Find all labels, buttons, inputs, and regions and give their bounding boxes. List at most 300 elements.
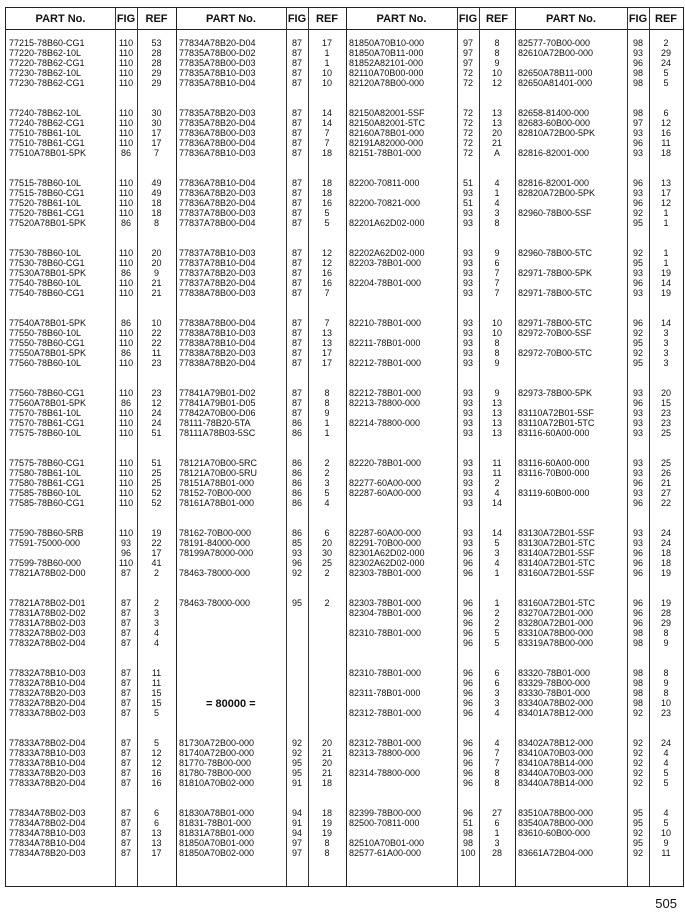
part-number: 83610-60B00-000 (518, 828, 591, 838)
ref-number: 13 (151, 838, 162, 848)
ref-number: 19 (321, 828, 332, 838)
fig-number: 87 (120, 608, 131, 618)
table-row (6, 418, 683, 428)
part-number: 82287-60A00-000 (349, 528, 422, 538)
row-group (6, 668, 683, 718)
part-number: 77834A78B20-D04 (179, 38, 256, 48)
fig-number: 96 (632, 398, 643, 408)
fig-number: 110 (118, 458, 134, 468)
part-number: 82312-78B01-000 (349, 738, 422, 748)
part-number: 82212-78B01-000 (349, 358, 422, 368)
fig-number: 92 (632, 328, 643, 338)
part-number: 82312-78B01-000 (349, 708, 422, 718)
fig-number: 98 (632, 38, 643, 48)
ref-number: 23 (660, 708, 671, 718)
part-number: 81830A78B01-000 (179, 808, 255, 818)
part-number: 82201A62D02-000 (349, 218, 425, 228)
fig-number: 86 (120, 148, 131, 158)
ref-number: 23 (660, 408, 671, 418)
part-number: 82510A70B01-000 (349, 838, 425, 848)
ref-number: 1 (663, 218, 669, 228)
fig-number: 87 (291, 38, 302, 48)
ref-number: 7 (324, 138, 330, 148)
part-number: 82191A82000-000 (349, 138, 424, 148)
fig-number: 87 (120, 668, 131, 678)
part-number: 83130A72B01-5SF (518, 528, 595, 538)
ref-number: 13 (491, 408, 502, 418)
fig-number: 91 (291, 818, 302, 828)
fig-number: 110 (118, 498, 134, 508)
ref-number: 4 (494, 178, 500, 188)
part-number: 83140A72B01-5SF (518, 548, 595, 558)
part-number: 82200-70811-000 (349, 178, 420, 188)
ref-number: 24 (151, 418, 162, 428)
fig-number: 93 (632, 458, 643, 468)
ref-number: 5 (153, 708, 159, 718)
fig-number: 87 (291, 358, 302, 368)
part-number: 82810A72B00-5PK (518, 128, 596, 138)
fig-number: 93 (462, 258, 473, 268)
ref-number: 19 (660, 268, 671, 278)
ref-number: 22 (151, 338, 162, 348)
part-number: 82650A78B11-000 (518, 68, 593, 78)
table-row (6, 38, 683, 48)
table-row (6, 708, 683, 718)
ref-number: 52 (151, 488, 162, 498)
ref-number: 19 (151, 528, 162, 538)
ref-number: 9 (663, 678, 669, 688)
row-group (6, 388, 683, 438)
ref-number: 21 (660, 478, 671, 488)
ref-number: 13 (660, 178, 671, 188)
table-row (6, 638, 683, 648)
part-number: 82960-78B00-5SF (518, 208, 592, 218)
fig-number: 98 (632, 78, 643, 88)
table-row (6, 568, 683, 578)
ref-number: 25 (151, 478, 162, 488)
part-number: 77560A78B01-5PK (9, 398, 87, 408)
fig-number: 110 (118, 208, 134, 218)
ref-number: 10 (151, 318, 162, 328)
part-number: 78121A70B00-5RU (179, 468, 258, 478)
fig-number: 110 (118, 118, 134, 128)
fig-number: 98 (632, 68, 643, 78)
part-number: 77836A78B10-D03 (179, 148, 256, 158)
part-number: 77837A78B20-D03 (179, 268, 256, 278)
ref-number: 24 (660, 538, 671, 548)
fig-number: 87 (120, 848, 131, 858)
fig-number: 92 (632, 248, 643, 258)
table-row (6, 628, 683, 638)
ref-number: 3 (153, 618, 159, 628)
fig-number: 87 (120, 618, 131, 628)
table-row (6, 48, 683, 58)
ref-number: 21 (491, 138, 502, 148)
ref-number: 5 (663, 68, 669, 78)
fig-number: 86 (291, 458, 302, 468)
part-number: 77841A79B01-D05 (179, 398, 256, 408)
ref-number: 3 (494, 548, 500, 558)
ref-number: 28 (491, 848, 502, 858)
fig-number: 93 (462, 218, 473, 228)
fig-number: 93 (462, 188, 473, 198)
ref-number: 11 (151, 668, 162, 678)
fig-number: 94 (291, 808, 302, 818)
fig-number: 96 (462, 688, 473, 698)
fig-number: 86 (291, 418, 302, 428)
part-number: 77834A78B10-D03 (9, 828, 86, 838)
ref-number: 18 (660, 148, 671, 158)
ref-number: 3 (663, 358, 669, 368)
part-number: 82820A72B00-5PK (518, 188, 596, 198)
fig-number: 93 (632, 408, 643, 418)
fig-number: 97 (462, 58, 473, 68)
part-number: 77510-78B61-10L (9, 128, 82, 138)
fig-number: 98 (632, 668, 643, 678)
part-number: 83140A72B01-5TC (518, 558, 596, 568)
ref-number: 3 (663, 348, 669, 358)
fig-number: 98 (632, 698, 643, 708)
part-number: 77831A78B02-D02 (9, 608, 86, 618)
table-row (6, 328, 683, 338)
part-number: 78161A78B01-000 (179, 498, 255, 508)
header-ref: REF (137, 8, 176, 30)
ref-number: 22 (151, 328, 162, 338)
fig-number: 96 (632, 548, 643, 558)
part-number: 77832A78B10-D04 (9, 678, 86, 688)
part-number: 82302A62D02-000 (349, 558, 425, 568)
fig-number: 93 (462, 388, 473, 398)
fig-number: 93 (632, 388, 643, 398)
fig-number: 72 (462, 108, 473, 118)
table-row (6, 208, 683, 218)
part-number: 82213-78800-000 (349, 398, 421, 408)
ref-number: 11 (492, 458, 502, 468)
ref-number: 13 (491, 418, 502, 428)
header-fig: FIG (115, 8, 137, 30)
ref-number: 7 (494, 758, 500, 768)
ref-number: 8 (324, 848, 330, 858)
ref-number: 17 (660, 188, 671, 198)
part-number: 78121A70B00-5RC (179, 458, 258, 468)
ref-number: 3 (324, 478, 330, 488)
fig-number: 93 (632, 528, 643, 538)
fig-number: 96 (462, 698, 473, 708)
fig-number: 93 (462, 288, 473, 298)
part-number: 83319A78B00-000 (518, 638, 594, 648)
ref-number: 8 (663, 688, 669, 698)
ref-number: 52 (151, 498, 162, 508)
part-number: 77230-78B62-CG1 (9, 78, 85, 88)
fig-number: 97 (462, 38, 473, 48)
ref-number: 24 (660, 738, 671, 748)
part-number: 77575-78B60-CG1 (9, 458, 85, 468)
part-number: 77515-78B60-10L (9, 178, 82, 188)
ref-number: 20 (491, 128, 502, 138)
part-number: 77835A78B20-D03 (179, 108, 256, 118)
fig-number: 98 (632, 108, 643, 118)
part-number: 82204-78B01-000 (349, 278, 422, 288)
fig-number: 95 (291, 768, 302, 778)
ref-number: 25 (321, 558, 332, 568)
part-number: 83116-60A00-000 (518, 458, 590, 468)
ref-number: 24 (660, 58, 671, 68)
table-row (6, 188, 683, 198)
fig-number: 87 (291, 258, 302, 268)
table-row (6, 558, 683, 568)
table-row (6, 618, 683, 628)
part-number: 77550-78B60-10L (9, 328, 82, 338)
ref-number: 25 (660, 458, 671, 468)
fig-number: 98 (632, 628, 643, 638)
table-row (6, 148, 683, 158)
fig-number: 87 (291, 58, 302, 68)
fig-number: 92 (632, 708, 643, 718)
ref-number: 3 (153, 608, 159, 618)
fig-number: 96 (462, 628, 473, 638)
ref-number: 23 (151, 388, 162, 398)
table-row (6, 688, 683, 698)
part-number: 77833A78B02-D03 (9, 708, 86, 718)
ref-number: 14 (321, 108, 332, 118)
part-number: 77230-78B62-10L (9, 68, 82, 78)
part-number: 77832A78B20-D03 (9, 688, 86, 698)
fig-number: 87 (120, 808, 131, 818)
part-number: 81730A72B00-000 (179, 738, 255, 748)
table-row (6, 848, 683, 858)
ref-number: 8 (494, 778, 500, 788)
ref-number: 7 (324, 318, 330, 328)
fig-number: 87 (120, 638, 131, 648)
part-number: 82120A78B00-000 (349, 78, 425, 88)
fig-number: 96 (462, 558, 473, 568)
ref-number: 4 (494, 558, 500, 568)
ref-number: 12 (151, 748, 162, 758)
table-row (6, 498, 683, 508)
part-number: 77838A78B10-D04 (179, 338, 256, 348)
fig-number: 87 (291, 328, 302, 338)
fig-number: 87 (291, 248, 302, 258)
ref-number: 1 (494, 188, 500, 198)
part-number: 82971-78B00-5TC (518, 318, 593, 328)
ref-number: 9 (494, 248, 500, 258)
fig-number: 92 (632, 768, 643, 778)
ref-number: 5 (663, 78, 669, 88)
ref-number: 24 (151, 408, 162, 418)
fig-number: 97 (291, 848, 302, 858)
part-number: 82202A62D02-000 (349, 248, 425, 258)
fig-number: 96 (462, 758, 473, 768)
ref-number: 12 (660, 118, 671, 128)
part-number: 82972-70B00-5SF (518, 328, 592, 338)
part-number: 77835A78B10-D04 (179, 78, 256, 88)
fig-number: 93 (462, 528, 473, 538)
ref-number: 51 (151, 428, 162, 438)
header-fig: FIG (286, 8, 308, 30)
part-number: 77841A79B01-D02 (179, 388, 256, 398)
fig-number: 96 (632, 178, 643, 188)
header-part-no: PART No. (6, 8, 115, 30)
ref-number: 20 (151, 248, 162, 258)
fig-number: 87 (291, 198, 302, 208)
table-row (6, 338, 683, 348)
part-number: 77837A78B10-D03 (179, 248, 256, 258)
part-number: 82303-78B01-000 (349, 568, 422, 578)
fig-number: 98 (462, 828, 473, 838)
ref-number: 4 (494, 738, 500, 748)
ref-number: 18 (660, 548, 671, 558)
fig-number: 98 (462, 838, 473, 848)
part-number: 77530-78B60-CG1 (9, 258, 85, 268)
part-number: 77590-78B60-5RB (9, 528, 84, 538)
ref-number: 1 (324, 418, 330, 428)
part-number: 77530-78B60-10L (9, 248, 82, 258)
fig-number: 110 (118, 528, 134, 538)
fig-number: 93 (462, 428, 473, 438)
part-number: 82277-60A00-000 (349, 478, 422, 488)
fig-number: 96 (632, 278, 643, 288)
fig-number: 72 (462, 118, 473, 128)
ref-number: 41 (151, 558, 162, 568)
table-row (6, 698, 683, 708)
part-number: 83340A78B02-000 (518, 698, 594, 708)
part-number: 82971-78B00-5PK (518, 268, 593, 278)
ref-number: 25 (151, 468, 162, 478)
ref-number: 4 (324, 498, 330, 508)
part-number: 77832A78B10-D03 (9, 668, 86, 678)
part-number: 78111A78B03-5SC (179, 428, 256, 438)
table-row (6, 138, 683, 148)
fig-number: 93 (632, 538, 643, 548)
fig-number: 95 (632, 818, 643, 828)
ref-number: 11 (492, 468, 502, 478)
fig-number: 93 (462, 338, 473, 348)
ref-number: 1 (494, 828, 500, 838)
ref-number: 14 (491, 498, 502, 508)
part-number: 83280A72B01-000 (518, 618, 594, 628)
fig-number: 96 (462, 678, 473, 688)
ref-number: 11 (151, 678, 162, 688)
fig-number: 87 (291, 388, 302, 398)
fig-number: 86 (120, 218, 131, 228)
ref-number: 3 (494, 698, 500, 708)
fig-number: 51 (462, 818, 473, 828)
part-number: 77580-78B61-CG1 (9, 478, 85, 488)
table-row (6, 838, 683, 848)
table-row (6, 408, 683, 418)
ref-number: 8 (494, 348, 500, 358)
fig-number: 92 (632, 738, 643, 748)
fig-number: 87 (291, 268, 302, 278)
part-number: 81810A70B02-000 (179, 778, 255, 788)
fig-number: 96 (632, 138, 643, 148)
fig-number: 96 (462, 668, 473, 678)
part-number: 78463-78000-000 (179, 568, 251, 578)
part-number: 77560-78B60-CG1 (9, 388, 85, 398)
part-number: 77540-78B60-CG1 (9, 288, 85, 298)
fig-number: 93 (462, 538, 473, 548)
part-number: 82301A62D02-000 (349, 548, 425, 558)
ref-number: 6 (494, 258, 500, 268)
table-row (6, 528, 683, 538)
ref-number: 16 (660, 128, 671, 138)
part-number: 83116-60A00-000 (518, 428, 590, 438)
ref-number: 3 (494, 838, 500, 848)
row-group (6, 458, 683, 508)
fig-number: 96 (632, 618, 643, 628)
fig-number: 92 (291, 738, 302, 748)
part-number: 81850A70B02-000 (179, 848, 255, 858)
table-row (6, 198, 683, 208)
part-number: 77540-78B60-10L (9, 278, 82, 288)
fig-number: 87 (291, 318, 302, 328)
ref-number: 3 (494, 688, 500, 698)
ref-number: 29 (151, 68, 162, 78)
fig-number: 110 (118, 38, 134, 48)
table-row (6, 678, 683, 688)
fig-number: 110 (118, 138, 134, 148)
part-number: 77838A78B20-D04 (179, 358, 256, 368)
fig-number: 93 (462, 418, 473, 428)
ref-number: 11 (661, 848, 671, 858)
ref-number: 5 (494, 638, 500, 648)
fig-number: 87 (120, 688, 131, 698)
part-number: 82211-78B01-000 (349, 338, 421, 348)
part-number: 82313-78800-000 (349, 748, 421, 758)
ref-number: 27 (660, 488, 671, 498)
ref-number: 1 (494, 568, 500, 578)
part-number: 82151-78B01-000 (349, 148, 422, 158)
part-number: 82311-78B01-000 (349, 688, 421, 698)
fig-number: 95 (632, 808, 643, 818)
ref-number: 16 (151, 768, 162, 778)
fig-number: 93 (462, 328, 473, 338)
part-number: 82577-61A00-000 (349, 848, 422, 858)
ref-number: 8 (324, 398, 330, 408)
part-number: 83402A78B12-000 (518, 738, 594, 748)
header-ref: REF (479, 8, 515, 30)
table-row (6, 358, 683, 368)
part-number: 77831A78B02-D03 (9, 618, 86, 628)
ref-number: 17 (321, 348, 332, 358)
fig-number: 87 (291, 208, 302, 218)
part-number: 77510A78B01-5PK (9, 148, 87, 158)
ref-number: 6 (494, 668, 500, 678)
ref-number: 8 (324, 388, 330, 398)
fig-number: 110 (118, 58, 134, 68)
fig-number: 96 (462, 608, 473, 618)
part-number: 82310-78B01-000 (349, 628, 422, 638)
fig-number: 86 (120, 398, 131, 408)
ref-number: 14 (491, 528, 502, 538)
part-number: 82287-60A00-000 (349, 488, 422, 498)
part-number: 77835A78B00-D03 (179, 58, 256, 68)
row-group (6, 318, 683, 368)
fig-number: 87 (120, 708, 131, 718)
part-number: 77240-78B62-CG1 (9, 118, 85, 128)
ref-number: 7 (324, 128, 330, 138)
part-number: 77510-78B61-CG1 (9, 138, 85, 148)
part-number: 82212-78B01-000 (349, 388, 422, 398)
header-part-no: PART No. (176, 8, 286, 30)
ref-number: 19 (660, 288, 671, 298)
fig-number: 93 (632, 288, 643, 298)
fig-number: 96 (462, 638, 473, 648)
fig-number: 87 (120, 568, 131, 578)
ref-number: 53 (151, 38, 162, 48)
part-number: 82683-60B00-000 (518, 118, 591, 128)
ref-number: 10 (321, 78, 332, 88)
